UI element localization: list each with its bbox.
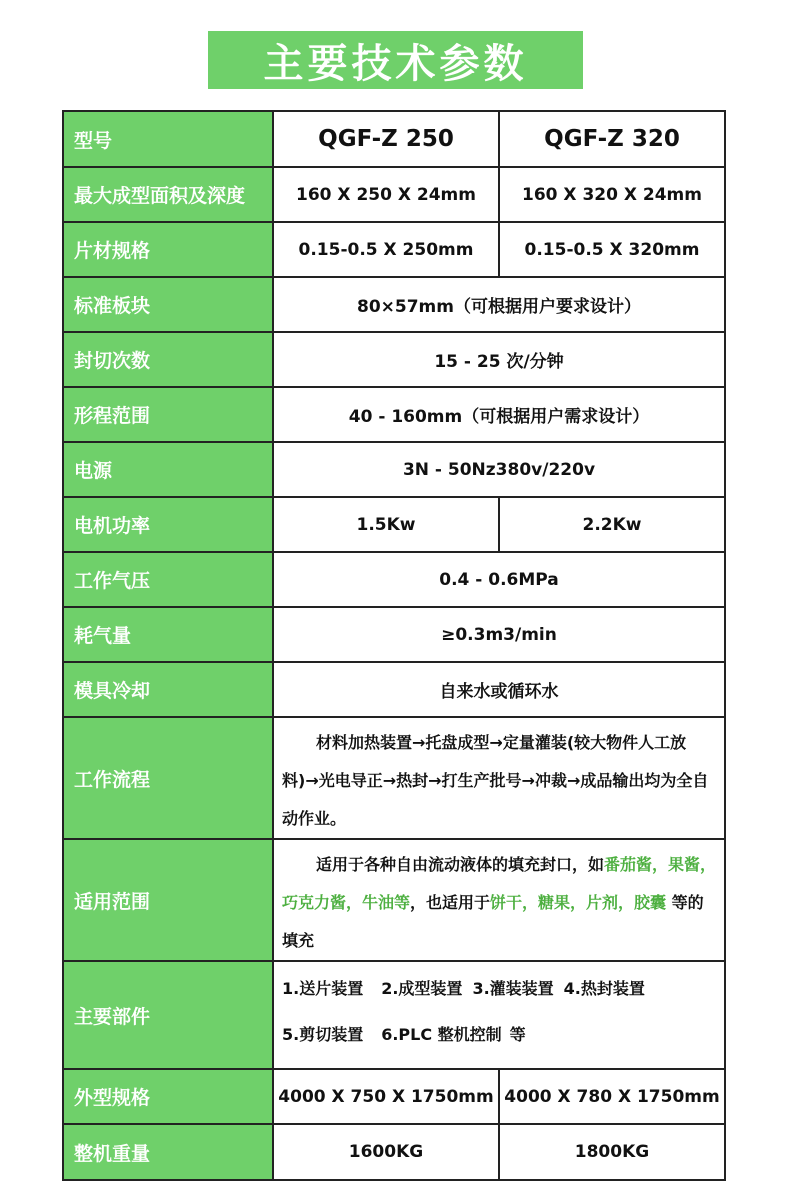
scope-text-1: 适用于各种自由流动液体的填充封口，如: [316, 855, 605, 874]
part-item: 1.送片装置: [282, 979, 364, 998]
process-text-content: 材料加热装置→托盘成型→定量灌装(较大物件人工放料)→光电导正→热封→打生产批号→冲裁→成品输出均为全自动作业。: [282, 733, 709, 828]
spec-table: [62, 110, 726, 1181]
value-dims-320: 4000 X 780 X 1750mm: [498, 1070, 724, 1123]
scope-highlight-solids: 饼干，糖果，片剂，胶囊: [490, 893, 667, 912]
parts-list: [274, 962, 724, 1068]
value-sealing: 15 - 25 次/分钟: [434, 352, 564, 372]
part-item: 5.剪切装置: [282, 1025, 364, 1044]
row-model: [64, 112, 724, 168]
value-area-250: 160 X 250 X 24mm: [296, 184, 476, 205]
value-power: 3N - 50Nz380v/220v: [402, 459, 596, 480]
value-air: ≥0.3m3/min: [441, 624, 557, 645]
row-air: [64, 608, 724, 663]
value-sheet-320: 0.15-0.5 X 320mm: [498, 223, 724, 276]
row-stroke: [64, 388, 724, 443]
value-area-320: 160 X 320 X 24mm: [498, 168, 724, 221]
page-title: 主要技术参数: [208, 31, 583, 89]
value-weight-250: 1600KG: [348, 1142, 424, 1162]
row-sheet: [64, 223, 724, 278]
label-scope: 适用范围: [64, 840, 274, 960]
label-air: 耗气量: [64, 608, 274, 661]
part-item: 2.成型装置: [381, 979, 463, 998]
scope-highlight-sauces: 番茄酱，果酱，巧克力酱，牛油等: [282, 855, 717, 912]
value-pressure: 0.4 - 0.6MPa: [439, 569, 559, 590]
scope-text-2: ，也适用于: [410, 893, 491, 912]
part-item: 4.热封装置: [563, 979, 645, 998]
row-scope: [64, 840, 724, 962]
row-sealing: [64, 333, 724, 388]
part-item: 等: [509, 1025, 526, 1044]
label-stroke: 形程范围: [64, 388, 274, 441]
value-sheet-250: 0.15-0.5 X 250mm: [298, 239, 474, 260]
label-dims: 外型规格: [64, 1070, 274, 1123]
label-cooling: 模具冷却: [64, 663, 274, 716]
row-parts: [64, 962, 724, 1070]
value-motor-320: 2.2Kw: [498, 498, 724, 551]
row-dims: [64, 1070, 724, 1125]
row-cooling: [64, 663, 724, 718]
row-pressure: [64, 553, 724, 608]
value-dims-250: 4000 X 750 X 1750mm: [278, 1086, 494, 1107]
label-parts: 主要部件: [64, 962, 274, 1068]
process-text: [274, 718, 724, 838]
row-weight: [64, 1125, 724, 1179]
row-area: [64, 168, 724, 223]
scope-text: [274, 840, 724, 960]
label-motor: 电机功率: [64, 498, 274, 551]
value-weight-320: 1800KG: [498, 1125, 724, 1179]
row-power: [64, 443, 724, 498]
label-weight: 整机重量: [64, 1125, 274, 1179]
value-plate: 80×57mm（可根据用户要求设计）: [357, 297, 641, 317]
part-item: 3.灌装装置: [472, 979, 554, 998]
label-area: 最大成型面积及深度: [64, 168, 274, 221]
value-model-250: QGF-Z 250: [318, 126, 454, 152]
row-plate: [64, 278, 724, 333]
row-process: [64, 718, 724, 840]
value-stroke: 40 - 160mm（可根据用户需求设计）: [348, 407, 650, 427]
value-motor-250: 1.5Kw: [356, 514, 416, 535]
label-sealing: 封切次数: [64, 333, 274, 386]
label-power: 电源: [64, 443, 274, 496]
label-sheet: 片材规格: [64, 223, 274, 276]
label-plate: 标准板块: [64, 278, 274, 331]
row-motor: [64, 498, 724, 553]
part-item: 6.PLC 整机控制: [381, 1025, 502, 1044]
label-process: 工作流程: [64, 718, 274, 838]
scope-text-3: 等的填充: [282, 893, 704, 950]
value-cooling: 自来水或循环水: [439, 682, 559, 702]
value-model-320: QGF-Z 320: [498, 112, 724, 166]
label-model: 型号: [64, 112, 274, 166]
label-pressure: 工作气压: [64, 553, 274, 606]
